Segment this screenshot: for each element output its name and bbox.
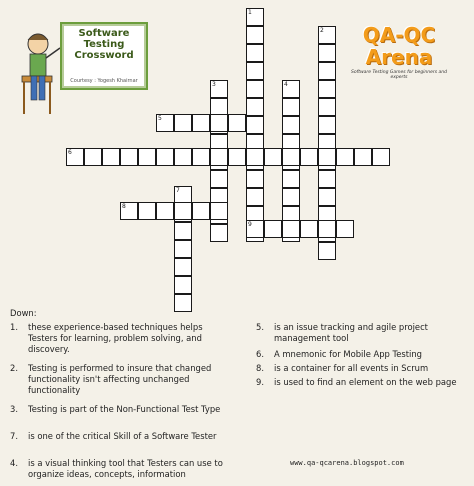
crossword-cell[interactable]	[318, 116, 336, 134]
mascot-icon	[16, 28, 62, 118]
crossword-cell[interactable]	[318, 170, 336, 188]
cell-number: 8	[122, 203, 126, 210]
crossword-cell[interactable]	[156, 148, 174, 166]
crossword-cell[interactable]	[210, 170, 228, 188]
website-url: www.qa-qcarena.blogspot.com	[290, 459, 404, 467]
crossword-cell[interactable]	[174, 202, 192, 220]
crossword-cell[interactable]	[282, 220, 300, 238]
clue-number: 3.	[10, 404, 18, 414]
crossword-cell[interactable]	[318, 188, 336, 206]
clue-text: is one of the critical Skill of a Software Tester	[28, 431, 217, 441]
crossword-cell[interactable]	[192, 202, 210, 220]
badge-title: Software Testing Crossword	[74, 28, 134, 61]
crossword-cell[interactable]	[282, 170, 300, 188]
crossword-cell[interactable]	[102, 148, 120, 166]
cell-number: 5	[158, 115, 162, 122]
crossword-cell[interactable]	[174, 294, 192, 312]
crossword-cell[interactable]	[318, 62, 336, 80]
crossword-cell[interactable]	[246, 62, 264, 80]
cell-number: 4	[284, 81, 288, 88]
crossword-cell[interactable]	[210, 224, 228, 242]
crossword-cell[interactable]	[246, 116, 264, 134]
crossword-cell[interactable]	[210, 202, 228, 220]
crossword-cell[interactable]	[282, 116, 300, 134]
crossword-cell[interactable]	[336, 220, 354, 238]
clue-number: 2.	[10, 363, 18, 373]
crossword-cell[interactable]	[318, 80, 336, 98]
clue-text: Testing is performed to insure that changed functionality isn't affecting unchanged functionality	[28, 363, 212, 395]
clue-number: 1.	[10, 322, 18, 332]
clue-text: is used to find an element on the web page	[274, 377, 457, 387]
clue-number: 7.	[10, 431, 18, 441]
crossword-cell[interactable]	[318, 44, 336, 62]
crossword-cell[interactable]	[246, 26, 264, 44]
crossword-cell[interactable]	[210, 148, 228, 166]
clue-text: is an issue tracking and agile project management tool	[274, 322, 428, 343]
cell-number: 7	[176, 187, 180, 194]
crossword-cell[interactable]	[174, 148, 192, 166]
brand-logo	[344, 20, 454, 90]
cell-number: 2	[320, 27, 324, 34]
brand-tagline: Software Testing Games for beginners and experts	[351, 70, 447, 80]
crossword-cell[interactable]	[354, 148, 372, 166]
crossword-cell[interactable]	[192, 148, 210, 166]
clue-text: Testing is part of the Non-Functional Test Type	[28, 404, 221, 414]
cell-number: 9	[248, 221, 252, 228]
crossword-cell[interactable]	[318, 98, 336, 116]
clue-number: 6.	[256, 349, 264, 359]
crossword-cell[interactable]	[120, 148, 138, 166]
crossword-cell[interactable]	[210, 114, 228, 132]
crossword-cell[interactable]	[174, 114, 192, 132]
crossword-cell[interactable]	[318, 220, 336, 238]
crossword-cell[interactable]	[174, 258, 192, 276]
crossword-cell[interactable]	[228, 114, 246, 132]
brand-line2: Arena	[365, 45, 433, 69]
crossword-cell[interactable]	[174, 240, 192, 258]
crossword-cell[interactable]	[174, 276, 192, 294]
clue-number: 5.	[256, 322, 264, 332]
clue-text: is a visual thinking tool that Testers can use to organize ideas, concepts, information	[28, 458, 223, 479]
crossword-cell[interactable]	[282, 98, 300, 116]
crossword-cell[interactable]	[228, 148, 246, 166]
clue-text: A mnemonic for Mobile App Testing	[274, 349, 422, 359]
crossword-cell[interactable]	[264, 148, 282, 166]
crossword-cell[interactable]	[156, 202, 174, 220]
crossword-cell[interactable]	[192, 114, 210, 132]
cell-number: 6	[68, 149, 72, 156]
cell-number: 3	[212, 81, 216, 88]
badge-subtitle: Courtesy : Yogesh Khairnar	[70, 78, 138, 84]
crossword-cell[interactable]	[318, 242, 336, 260]
crossword-cell[interactable]	[84, 148, 102, 166]
crossword-cell[interactable]	[318, 148, 336, 166]
crossword-cell[interactable]	[138, 148, 156, 166]
crossword-cell[interactable]	[372, 148, 390, 166]
crossword-cell[interactable]	[246, 80, 264, 98]
crossword-cell[interactable]	[246, 188, 264, 206]
crossword-cell[interactable]	[138, 202, 156, 220]
clue-text: these experience-based techniques helps Testers for learning, problem solving, and discovery.	[28, 322, 203, 354]
crossword-cell[interactable]	[282, 148, 300, 166]
clues-heading: Down:	[10, 308, 37, 318]
crossword-badge	[60, 22, 148, 90]
crossword-cell[interactable]	[174, 222, 192, 240]
clue-text: is a container for all events in Scrum	[274, 363, 429, 373]
brand-line1: QA-QC	[362, 23, 436, 47]
crossword-cell[interactable]	[246, 44, 264, 62]
crossword-cell[interactable]	[300, 148, 318, 166]
clue-number: 9.	[256, 377, 264, 387]
clue-number: 8.	[256, 363, 264, 373]
crossword-cell[interactable]	[246, 148, 264, 166]
crossword-cell[interactable]	[300, 220, 318, 238]
clue-number: 4.	[10, 458, 18, 468]
crossword-cell[interactable]	[246, 170, 264, 188]
crossword-cell[interactable]	[264, 220, 282, 238]
crossword-cell[interactable]	[246, 98, 264, 116]
cell-number: 1	[248, 9, 252, 16]
crossword-cell[interactable]	[282, 188, 300, 206]
crossword-cell[interactable]	[336, 148, 354, 166]
